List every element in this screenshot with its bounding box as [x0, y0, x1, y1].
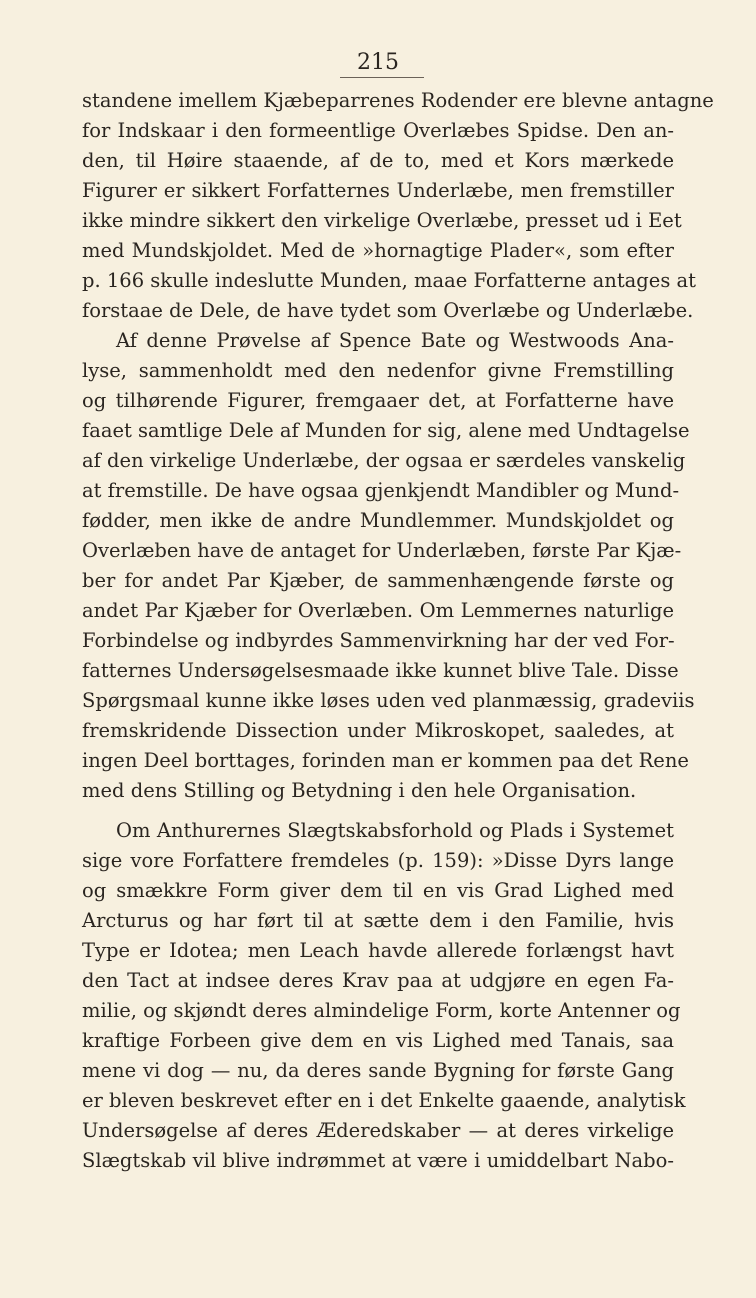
text-line: Arcturus og har ført til at sætte dem i den Familie, hvis: [82, 909, 674, 932]
text-line: Af denne Prøvelse af Spence Bate og Westwoods Ana-: [116, 329, 674, 352]
text-line: fatternes Undersøgelsesmaade ikke kunnet blive Tale. Disse: [82, 659, 679, 682]
text-line: Forbindelse og indbyrdes Sammenvirkning har der ved For-: [82, 629, 675, 652]
text-line: mene vi dog — nu, da deres sande Bygning for første Gang: [82, 1059, 674, 1082]
text-line: er bleven beskrevet efter en i det Enkelte gaaende, analytisk: [82, 1089, 686, 1112]
text-line: Type er Idotea; men Leach havde allerede forlængst havt: [82, 939, 674, 962]
text-line: p. 166 skulle indeslutte Munden, maae Forfatterne antages at: [82, 269, 697, 292]
text-line: kraftige Forbeen give dem en vis Lighed med Tanais, saa: [82, 1029, 674, 1052]
text-line: Om Anthurernes Slægtskabsforhold og Plads i Systemet: [116, 819, 674, 842]
text-line: standene imellem Kjæbeparrenes Rodender ere blevne antagne: [82, 89, 714, 112]
page-number-rule: [340, 77, 424, 78]
text-line: lyse, sammenholdt med den nedenfor givne Fremstilling: [82, 359, 674, 382]
text-line: Undersøgelse af deres Æderedskaber — at deres virkelige: [82, 1119, 674, 1142]
text-line: sige vore Forfattere fremdeles (p. 159): »Disse Dyrs lange: [82, 849, 674, 872]
text-line: ikke mindre sikkert den virkelige Overlæbe, presset ud i Eet: [82, 209, 682, 232]
text-line: med Mundskjoldet. Med de »hornagtige Plader«, som efter: [82, 239, 674, 262]
text-line: Overlæben have de antaget for Underlæben, første Par Kjæ-: [82, 539, 682, 562]
text-line: fremskridende Dissection under Mikroskopet, saaledes, at: [82, 719, 674, 742]
text-line: den, til Høire staaende, af de to, med et Kors mærkede: [82, 149, 674, 172]
text-line: forstaae de Dele, de have tydet som Overlæbe og Underlæbe.: [82, 299, 694, 322]
text-line: for Indskaar i den formeentlige Overlæbes Spidse. Den an-: [82, 119, 674, 142]
text-line: og tilhørende Figurer, fremgaaer det, at Forfatterne have: [82, 389, 674, 412]
text-line: ber for andet Par Kjæber, de sammenhængende første og: [82, 569, 674, 592]
text-line: den Tact at indsee deres Krav paa at udgjøre en egen Fa-: [82, 969, 674, 992]
text-line: at fremstille. De have ogsaa gjenkjendt Mandibler og Mund-: [82, 479, 680, 502]
text-line: Slægtskab vil blive indrømmet at være i umiddelbart Nabo-: [82, 1149, 674, 1172]
text-line: milie, og skjøndt deres almindelige Form, korte Antenner og: [82, 999, 681, 1022]
text-line: Spørgsmaal kunne ikke løses uden ved planmæssig, gradeviis: [82, 689, 695, 712]
text-line: fødder, men ikke de andre Mundlemmer. Mundskjoldet og: [82, 509, 674, 532]
text-line: Figurer er sikkert Forfatternes Underlæbe, men fremstiller: [82, 179, 674, 202]
text-line: med dens Stilling og Betydning i den hele Organisation.: [82, 779, 637, 802]
text-line: faaet samtlige Dele af Munden for sig, alene med Undtagelse: [82, 419, 690, 442]
text-line: og smækkre Form giver dem til en vis Grad Lighed med: [82, 879, 674, 902]
text-line: ingen Deel borttages, forinden man er kommen paa det Rene: [82, 749, 689, 772]
page-number: 215: [357, 50, 399, 75]
text-line: andet Par Kjæber for Overlæben. Om Lemmernes naturlige: [82, 599, 674, 622]
text-line: af den virkelige Underlæbe, der ogsaa er særdeles vanskelig: [82, 449, 686, 472]
